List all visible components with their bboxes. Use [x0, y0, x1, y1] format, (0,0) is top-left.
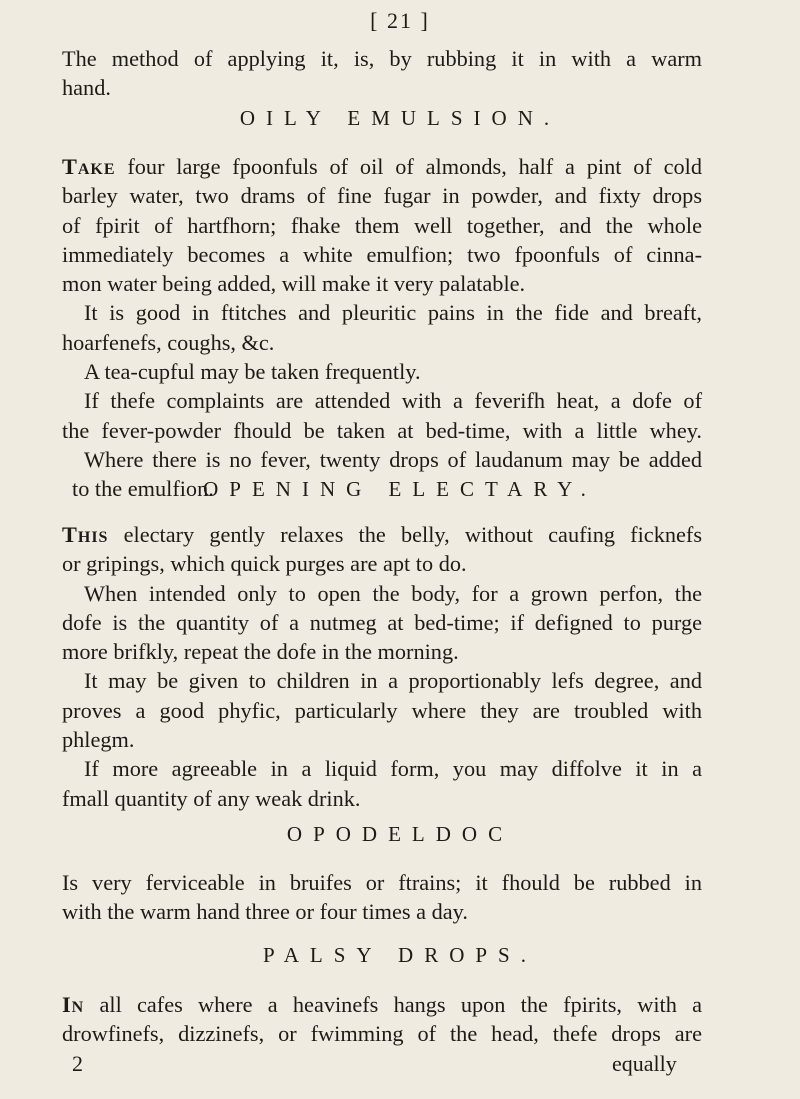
text-line: with the warm hand three or four times a day. — [62, 899, 468, 925]
catchword: equally — [612, 1051, 677, 1076]
page-number: [ 21 ] — [370, 8, 430, 33]
drop-word: In — [62, 992, 85, 1017]
text-line-rest: electary gently relaxes the belly, without caufing ficknefs — [123, 522, 702, 547]
text-line: phlegm. — [62, 727, 135, 753]
text-line-rest: all cafes where a heavinefs hangs upon the fpirits, with a — [99, 992, 702, 1017]
paragraph-opodeldoc — [62, 868, 702, 927]
section-heading-opening-electary: OPENING ELECTARY. — [203, 477, 597, 501]
text-line: drowfinefs, dizzinefs, or fwimming of the head, thefe drops are — [62, 1021, 702, 1047]
paragraph-opening-electary — [62, 520, 702, 813]
text-line: fmall quantity of any weak drink. — [62, 785, 361, 811]
section-heading-palsy-drops: PALSY DROPS. — [262, 943, 537, 967]
drop-word: Take — [62, 154, 116, 179]
signature-mark: 2 — [72, 1051, 83, 1076]
text-line: of fpirit of hartfhorn; fhake them well together, and the whole — [62, 212, 702, 238]
text-line: If thefe complaints are attended with a feverifh heat, a dofe of — [84, 388, 702, 414]
text-line: dofe is the quantity of a nutmeg at bed-time; if defigned to purge — [62, 609, 702, 635]
text-line-rest: four large fpoonfuls of oil of almonds, half a pint of cold — [127, 154, 702, 179]
text-line: hand. — [62, 75, 111, 101]
text-line: Is very ferviceable in bruifes or ftrains; it fhould be rubbed in — [62, 870, 702, 895]
section-heading-oily-emulsion: OILY EMULSION. — [239, 106, 561, 130]
text-line: Where there is no fever, twenty drops of laudanum may be added — [84, 446, 702, 472]
text-line: proves a good phyfic, particularly where they are troubled with — [62, 697, 702, 723]
text-line: When intended only to open the body, for a grown perfon, the — [84, 580, 702, 606]
text-line — [62, 520, 702, 549]
text-line: immediately becomes a white emulfion; two fpoonfuls of cinna- — [62, 241, 702, 267]
text-line: It may be given to children in a proportionably lefs degree, and — [84, 668, 702, 694]
text-line: If more agreeable in a liquid form, you may diffolve it in a — [84, 756, 702, 782]
section-heading-opodeldoc: OPODELDOC — [286, 822, 514, 846]
text-line: or gripings, which quick purges are apt to do. — [62, 551, 467, 577]
intro-paragraph — [62, 44, 702, 103]
paragraph-oily-emulsion — [62, 152, 702, 504]
text-line: The method of applying it, is, by rubbing it in with a warm — [62, 46, 702, 71]
drop-word: This — [62, 522, 109, 547]
text-line: the fever-powder fhould be taken at bed-time, with a little whey. — [62, 417, 702, 443]
text-line: hoarfenefs, coughs, &c. — [62, 329, 275, 355]
text-line: It is good in ftitches and pleuritic pains in the fide and breaft, — [84, 300, 702, 326]
paragraph-palsy-drops — [62, 990, 702, 1049]
text-line: barley water, two drams of fine fugar in powder, and fixty drops — [62, 183, 702, 209]
text-line: A tea-cupful may be taken frequently. — [84, 359, 421, 385]
text-line — [62, 990, 702, 1019]
text-line: to the emulfion. — [72, 476, 214, 502]
text-line — [62, 152, 702, 181]
text-line: more brifkly, repeat the dofe in the morning. — [62, 639, 459, 665]
text-line: mon water being added, will make it very palatable. — [62, 271, 526, 297]
